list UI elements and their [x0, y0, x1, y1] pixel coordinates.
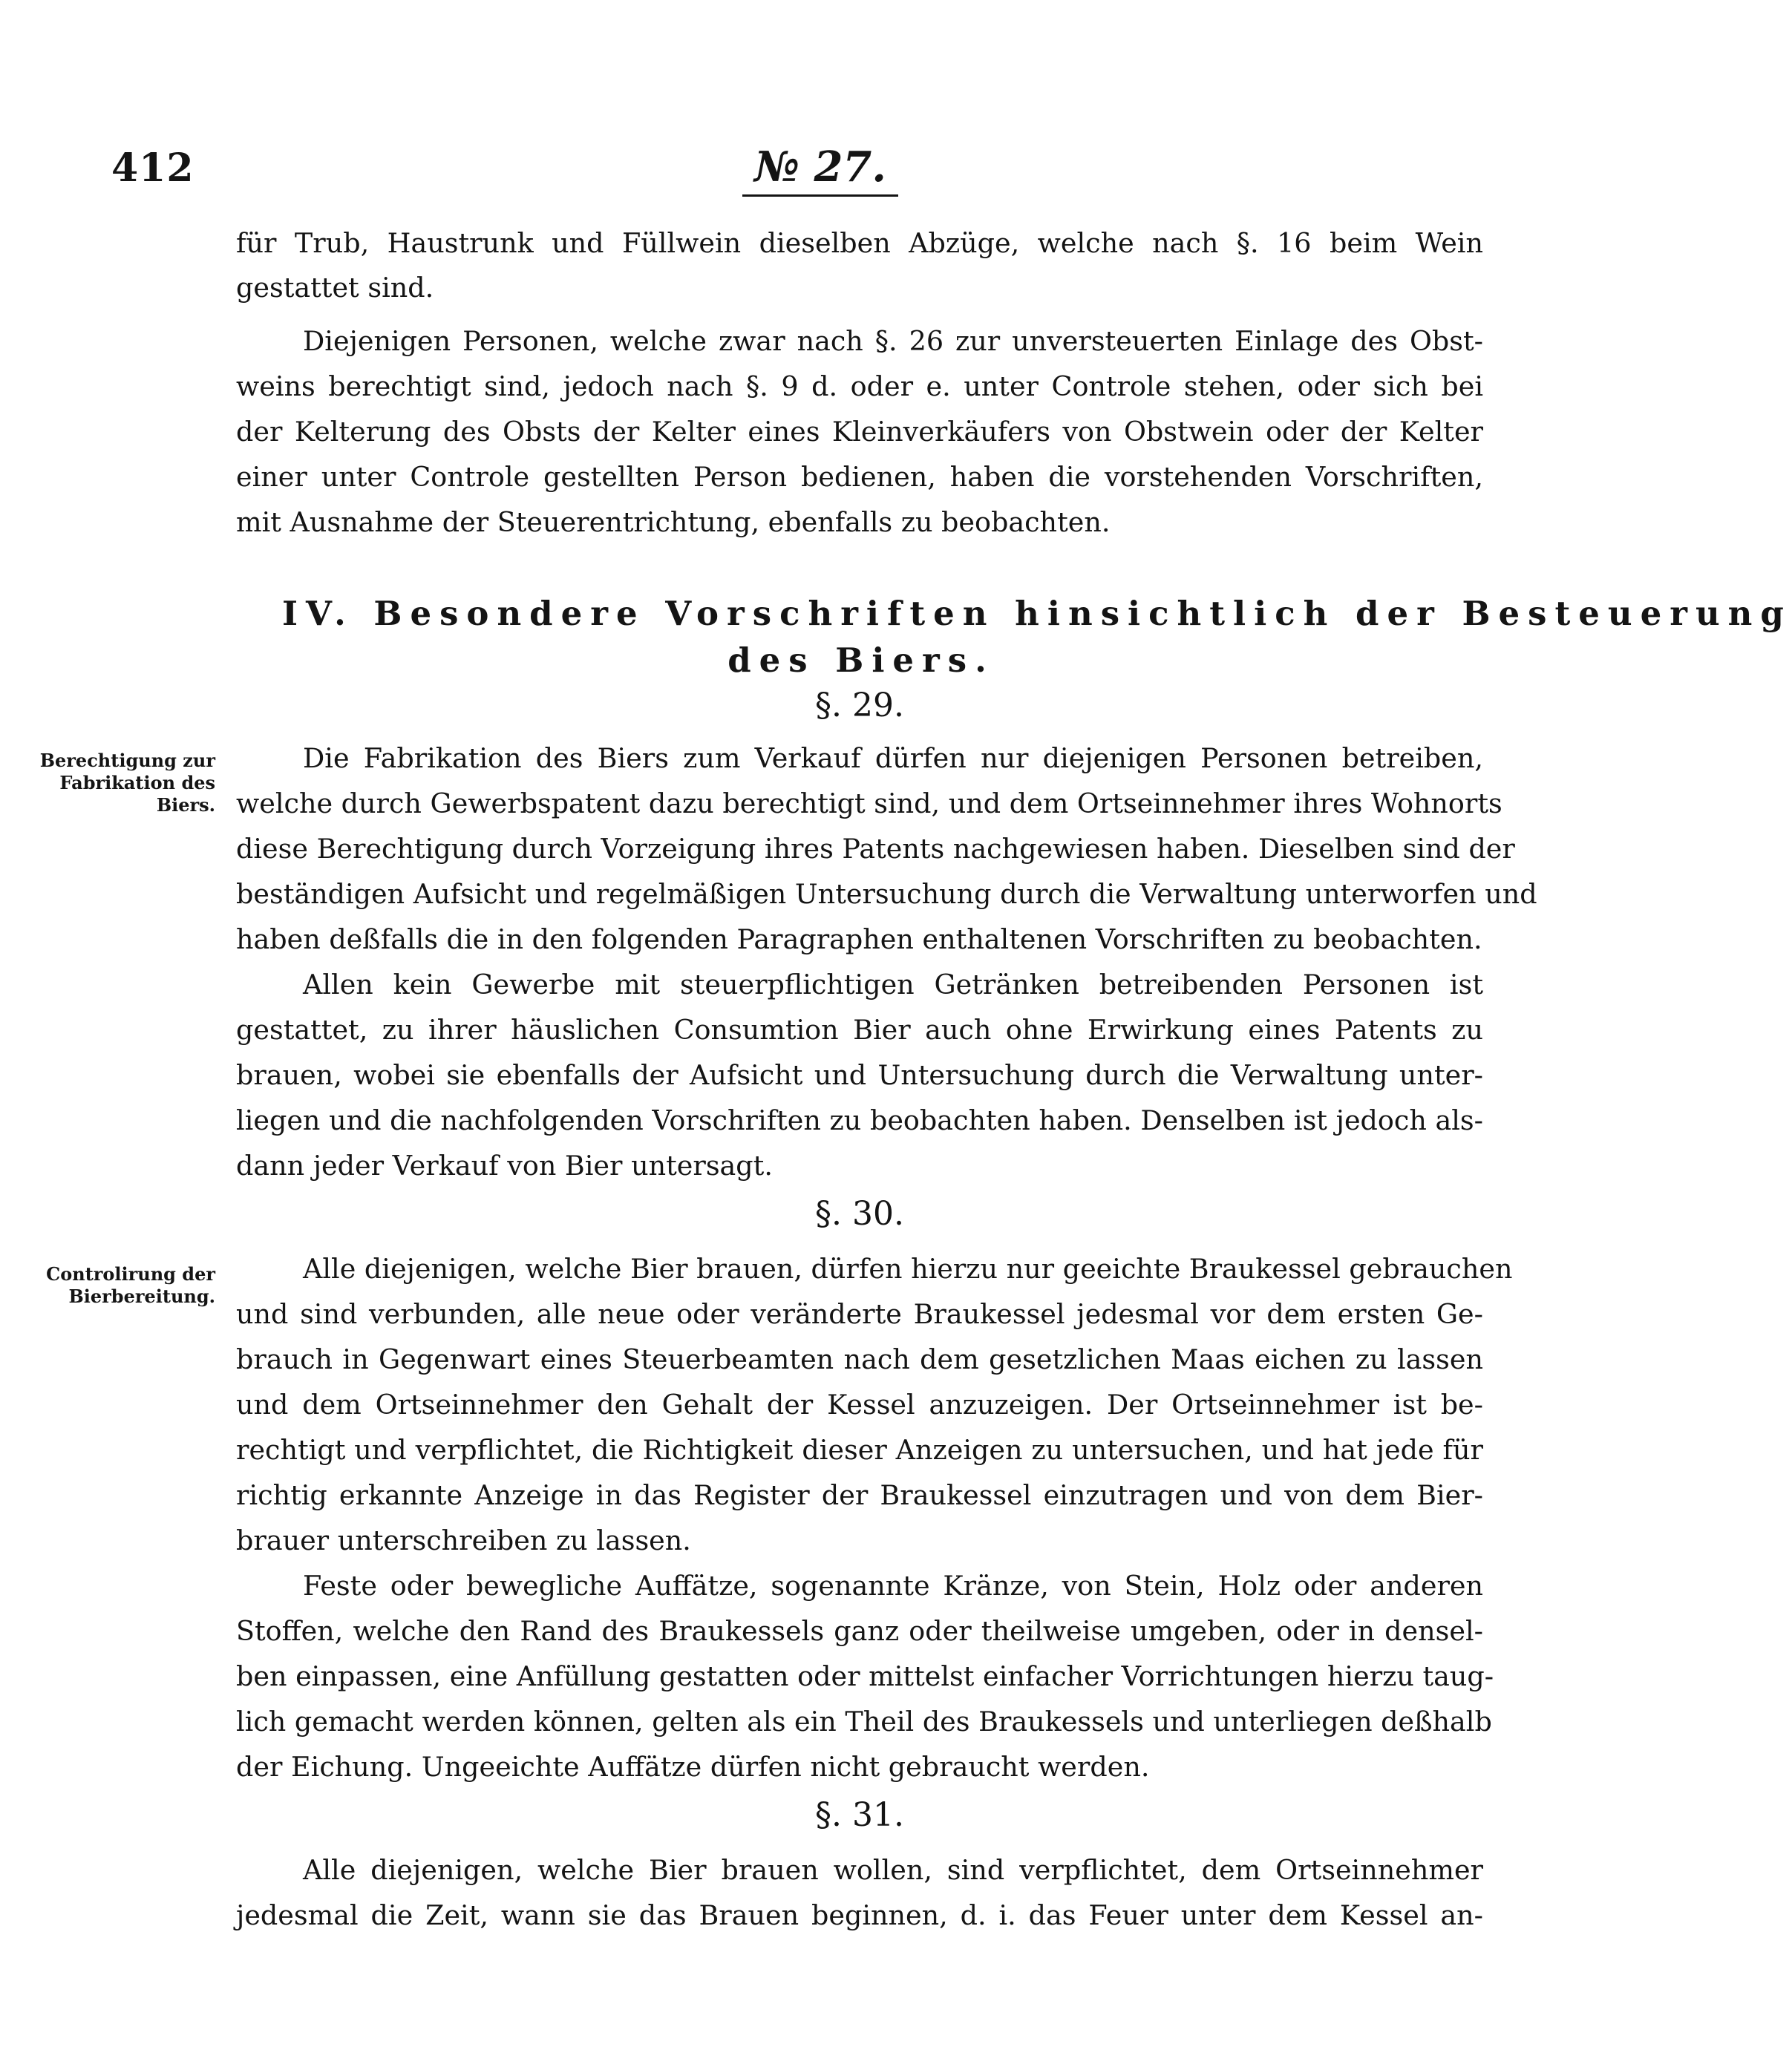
text-line: für Trub, Haustrunk und Füllwein dieselben Abzüge, welche nach §. 16 beim Wein	[236, 227, 1483, 259]
text-line: Alle diejenigen, welche Bier brauen wollen, sind verpflichtet, dem Ortseinnehmer	[303, 1854, 1483, 1886]
text-line: Stoffen, welche den Rand des Braukessels ganz oder theilweise umgeben, oder in densel-	[236, 1615, 1483, 1647]
text-line: weins berechtigt sind, jedoch nach §. 9 d. oder e. unter Controle stehen, oder sich bei	[236, 370, 1483, 402]
text-line: und sind verbunden, alle neue oder veränderte Braukessel jedesmal vor dem ersten Ge-	[236, 1298, 1483, 1330]
section-title-continued: des Biers.	[727, 641, 995, 680]
text-line: welche durch Gewerbspatent dazu berechtigt sind, und dem Ortseinnehmer ihres Wohnorts	[236, 787, 1502, 819]
margin-note-line: Controlirung der	[46, 1263, 215, 1285]
text-line: jedesmal die Zeit, wann sie das Brauen beginnen, d. i. das Feuer unter dem Kessel an-	[236, 1899, 1483, 1931]
section-heading-29: §. 29.	[815, 687, 904, 724]
text-line: Alle diejenigen, welche Bier brauen, dürfen hierzu nur geeichte Braukessel gebrauchen	[303, 1253, 1513, 1285]
text-line: gestattet sind.	[236, 272, 434, 304]
margin-note-line: Bierbereitung.	[68, 1285, 215, 1307]
text-line: gestattet, zu ihrer häuslichen Consumtion Bier auch ohne Erwirkung eines Patents zu	[236, 1014, 1483, 1046]
text-line: dann jeder Verkauf von Bier untersagt.	[236, 1150, 773, 1182]
issue-number: № 27.	[754, 143, 886, 191]
text-line: brauer unterschreiben zu lassen.	[236, 1524, 691, 1556]
issue-underline	[742, 194, 898, 197]
section-title: IV. Besondere Vorschriften hinsichtlich der Besteuerung	[282, 594, 1792, 633]
text-line: der Kelterung des Obsts der Kelter eines Kleinverkäufers von Obstwein oder der Kelter	[236, 416, 1483, 448]
text-line: der Eichung. Ungeeichte Auffätze dürfen nicht gebraucht werden.	[236, 1751, 1150, 1783]
text-line: Die Fabrikation des Biers zum Verkauf dürfen nur diejenigen Personen betreiben,	[303, 742, 1483, 774]
text-line: mit Ausnahme der Steuerentrichtung, ebenfalls zu beobachten.	[236, 506, 1111, 538]
text-line: einer unter Controle gestellten Person bedienen, haben die vorstehenden Vorschriften,	[236, 461, 1483, 493]
text-line: Diejenigen Personen, welche zwar nach §. 26 zur unversteuerten Einlage des Obst-	[303, 325, 1483, 357]
text-line: brauen, wobei sie ebenfalls der Aufsicht und Untersuchung durch die Verwaltung unter-	[236, 1059, 1483, 1091]
text-line: diese Berechtigung durch Vorzeigung ihres Patents nachgewiesen haben. Dieselben sind der	[236, 833, 1515, 865]
text-line: Feste oder bewegliche Auffätze, sogenannte Kränze, von Stein, Holz oder anderen	[303, 1570, 1483, 1602]
margin-note-line: Berechtigung zur	[39, 750, 215, 771]
page-number: 412	[111, 145, 194, 191]
section-heading-30: §. 30.	[815, 1195, 904, 1233]
text-line: brauch in Gegenwart eines Steuerbeamten nach dem gesetzlichen Maas eichen zu lassen	[236, 1343, 1483, 1375]
section-heading-31: §. 31.	[815, 1796, 904, 1834]
text-line: lich gemacht werden können, gelten als ein Theil des Braukessels und unterliegen deßhalb	[236, 1706, 1492, 1738]
text-line: rechtigt und verpflichtet, die Richtigkeit dieser Anzeigen zu untersuchen, und hat jede für	[236, 1434, 1483, 1466]
text-line: Allen kein Gewerbe mit steuerpflichtigen Getränken betreibenden Personen ist	[303, 969, 1483, 1000]
text-line: beständigen Aufsicht und regelmäßigen Untersuchung durch die Verwaltung unterworfen und	[236, 878, 1537, 910]
margin-note-30	[30, 1263, 215, 1308]
text-line: liegen und die nachfolgenden Vorschriften zu beobachten haben. Denselben ist jedoch als-	[236, 1104, 1483, 1136]
margin-note-line: Biers.	[156, 794, 215, 816]
margin-note-line: Fabrikation des	[59, 772, 215, 793]
text-line: richtig erkannte Anzeige in das Register der Braukessel einzutragen und von dem Bier-	[236, 1479, 1483, 1511]
text-line: ben einpassen, eine Anfüllung gestatten oder mittelst einfacher Vorrichtungen hierzu taug-	[236, 1660, 1494, 1692]
text-line: und dem Ortseinnehmer den Gehalt der Kessel anzuzeigen. Der Ortseinnehmer ist be-	[236, 1389, 1483, 1421]
margin-note-29	[30, 750, 215, 816]
text-line: haben deßfalls die in den folgenden Paragraphen enthaltenen Vorschriften zu beobachten.	[236, 923, 1482, 955]
